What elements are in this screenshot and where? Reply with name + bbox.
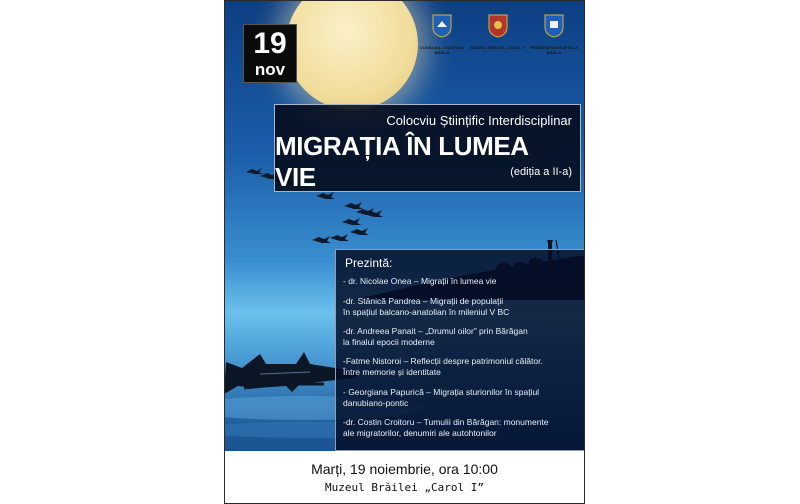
program-item-line: în spațiul balcano-anatolian în mileniul V BC — [343, 307, 510, 317]
program-item-line: - dr. Nicolae Onea – Migrații în lumea vie — [343, 276, 497, 286]
footer-info — [224, 451, 585, 504]
event-subtitle: Colocviu Științific Interdisciplinar — [386, 113, 572, 128]
event-location: Muzeul Brăilei „Carol I” — [325, 481, 484, 494]
program-item-line: -dr. Costin Croitoru – Tumulii din Bărăgan: monumente — [343, 417, 549, 427]
county-crest-icon — [432, 14, 452, 38]
program-item-line: - Georgiana Papurică – Migrația sturionilor în spațiul — [343, 387, 540, 397]
program-item-line: -dr. Stănică Pandrea – Migrații de populații — [343, 296, 504, 306]
city-hall-logo — [526, 14, 582, 55]
program-item — [343, 276, 583, 287]
program-item — [343, 356, 583, 378]
program-item — [343, 296, 583, 318]
program-item — [343, 387, 583, 409]
logo-caption: PRIMĂRIA MUNICIPIULUI BRĂILA — [529, 45, 579, 55]
logo-caption: CONSILIUL JUDEȚEAN BRĂILA — [419, 45, 465, 55]
program-item-line: -dr. Andreea Panait – „Drumul oilor” prin Bărăgan — [343, 326, 528, 336]
date-month: nov — [254, 60, 286, 79]
event-poster — [224, 0, 585, 504]
county-council-logo — [414, 14, 470, 55]
program-item-line: la finalul epocii moderne — [343, 337, 435, 347]
event-datetime: Marți, 19 noiembrie, ora 10:00 — [311, 461, 498, 477]
title-panel — [274, 104, 581, 192]
program-panel — [335, 249, 585, 451]
program-item — [343, 326, 583, 348]
event-title: MIGRAȚIA ÎN LUMEA VIE — [275, 131, 528, 192]
program-heading: Prezintă: — [345, 256, 393, 270]
program-item-line: ale migratorilor, denumiri ale autohtonilor — [343, 428, 497, 438]
logo-caption: MUZEUL BRĂILEI „CAROL I” — [470, 45, 526, 50]
program-item-line: danubiano-pontic — [343, 398, 409, 408]
city-crest-icon — [544, 14, 564, 38]
partner-logos — [414, 14, 584, 64]
event-date-badge — [243, 24, 297, 83]
program-item — [343, 417, 583, 439]
program-item-line: Între memorie și identitate — [343, 367, 441, 377]
date-day: 19 — [253, 27, 287, 60]
museum-logo — [470, 14, 526, 50]
program-item-line: -Fatme Nistoroi – Reflecții despre patrimoniul călător. — [343, 356, 543, 366]
museum-crest-icon — [488, 14, 508, 38]
event-edition: (ediția a II-a) — [510, 166, 572, 178]
